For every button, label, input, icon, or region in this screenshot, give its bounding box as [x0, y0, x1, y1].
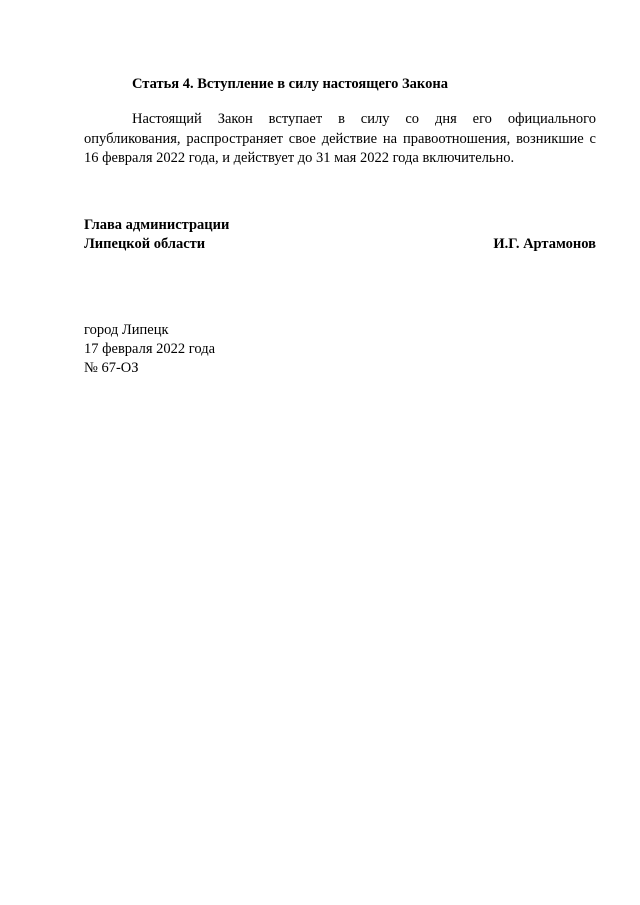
place-date-block [84, 321, 215, 378]
city-label: город Липецк [84, 322, 169, 338]
article-heading: Статья 4. Вступление в силу настоящего Закона [132, 76, 448, 92]
signature-title-line-1 [84, 216, 596, 235]
signature-block [84, 216, 596, 254]
article-body-paragraph: Настоящий Закон вступает в силу со дня его официального опубликования, распространяет свое действие на правоотношения, возникшие с 16 февраля 2022 года, и действует до 31 мая 2022 года включительно. [84, 111, 596, 166]
signature-position: Глава администрации [84, 217, 230, 233]
signature-title-line-2 [84, 235, 596, 254]
law-date: 17 февраля 2022 года [84, 341, 216, 357]
signer-name: И.Г. Артамонов [493, 236, 596, 252]
signature-region: Липецкой области [84, 236, 206, 252]
law-number: № 67-ОЗ [84, 360, 139, 376]
